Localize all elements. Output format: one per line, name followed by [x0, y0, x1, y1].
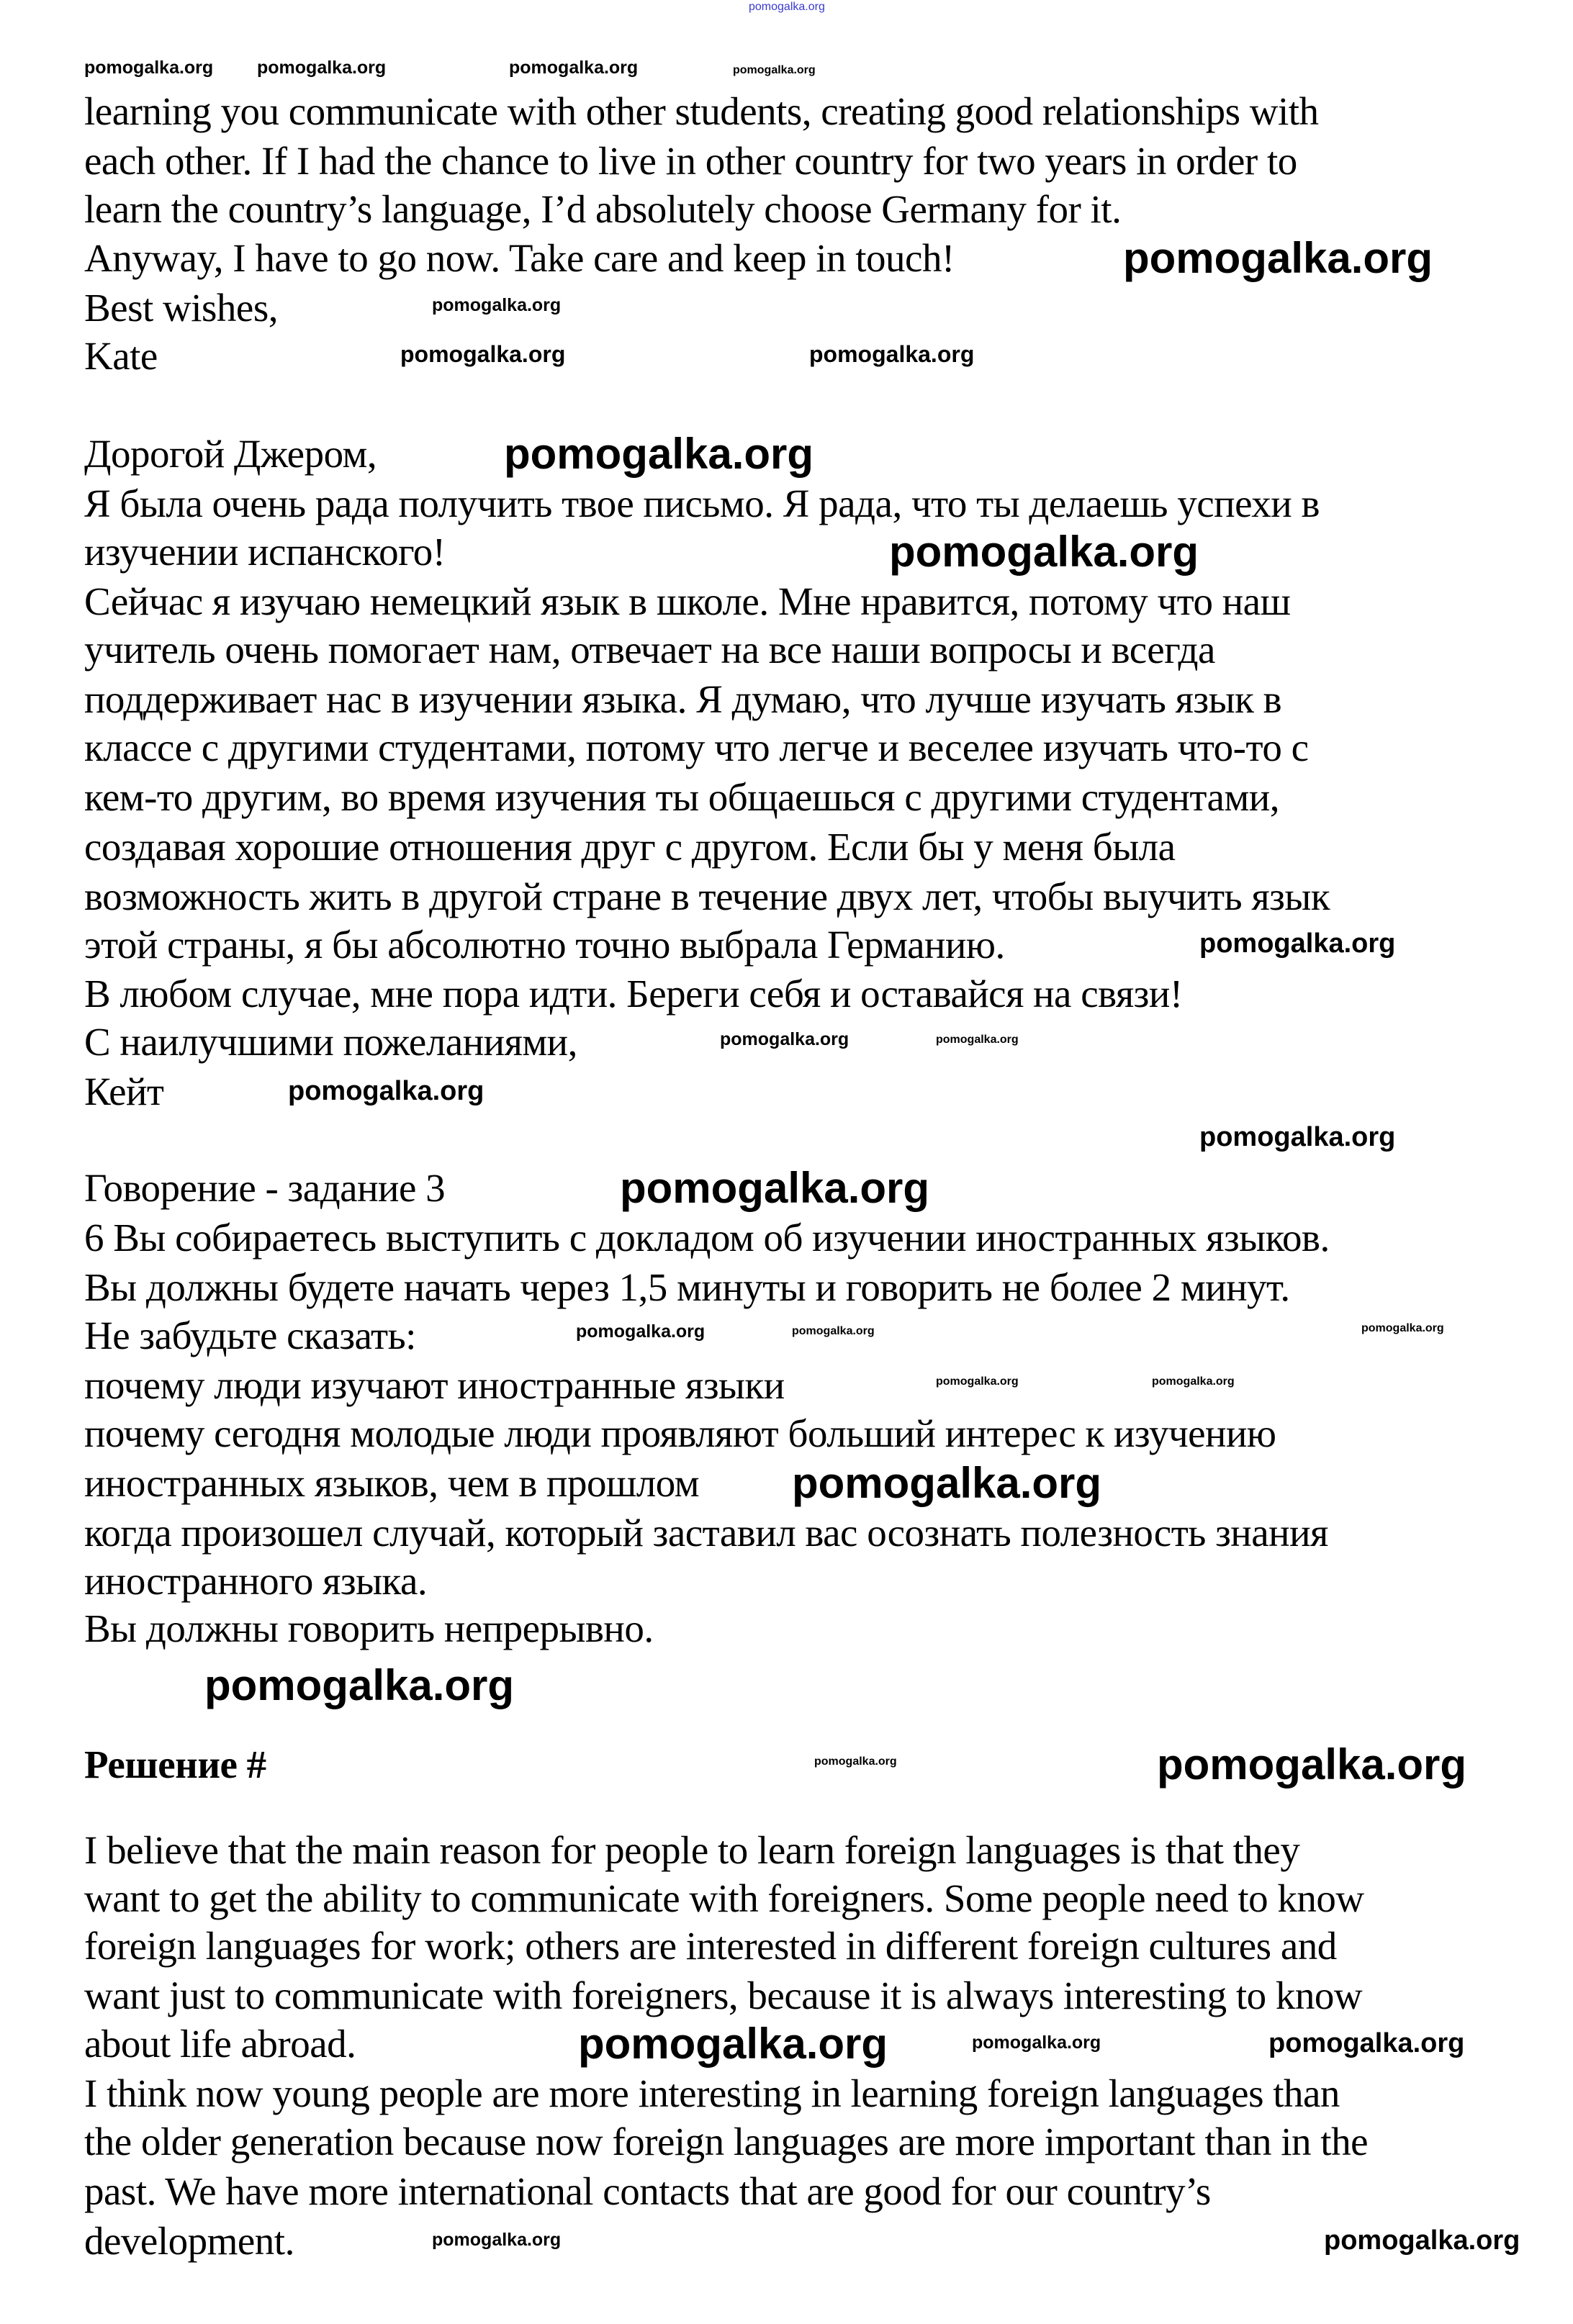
- letter-en-line: learn the country’s language, I’d absolutely choose Germany for it.: [84, 187, 1122, 231]
- solution-line: about life abroad.: [84, 2022, 356, 2066]
- watermark: pomogalka.org: [792, 1325, 875, 1337]
- task-line: 6 Вы собираетесь выступить с докладом об изучении иностранных языков.: [84, 1216, 1330, 1260]
- watermark: pomogalka.org: [733, 64, 816, 76]
- watermark: pomogalka.org: [620, 1164, 930, 1212]
- letter-en-line: each other. If I had the chance to live in other country for two years in order to: [84, 139, 1297, 183]
- watermark: pomogalka.org: [936, 1375, 1019, 1388]
- letter-en-line: Kate: [84, 334, 158, 378]
- watermark: pomogalka.org: [809, 341, 975, 367]
- task-line: Не забудьте сказать:: [84, 1314, 416, 1357]
- letter-en-line: learning you communicate with other students, creating good relationships with: [84, 89, 1319, 133]
- watermark: pomogalka.org: [814, 1755, 897, 1768]
- task-line: иностранного языка.: [84, 1559, 428, 1603]
- letter-ru-line: В любом случае, мне пора идти. Береги себя и оставайся на связи!: [84, 972, 1183, 1016]
- watermark: pomogalka.org: [84, 58, 214, 78]
- watermark: pomogalka.org: [1199, 928, 1396, 959]
- letter-en-line: Best wishes,: [84, 286, 278, 330]
- solution-line: past. We have more international contacts that are good for our country’s: [84, 2169, 1211, 2213]
- watermark: pomogalka.org: [1324, 2225, 1520, 2256]
- watermark: pomogalka.org: [972, 2033, 1101, 2053]
- letter-ru-line: Я была очень рада получить твое письмо. Я рада, что ты делаешь успехи в: [84, 481, 1320, 525]
- watermark: pomogalka.org: [720, 1029, 849, 1049]
- letter-ru-line: кем-то другим, во время изучения ты общаешься с другими студентами,: [84, 775, 1279, 819]
- letter-en-line: Anyway, I have to go now. Take care and keep in touch!: [84, 236, 955, 280]
- letter-ru-line: учитель очень помогает нам, отвечает на все наши вопросы и всегда: [84, 628, 1215, 672]
- solution-line: I think now young people are more interesting in learning foreign languages than: [84, 2071, 1340, 2115]
- letter-ru-line: этой страны, я бы абсолютно точно выбрала Германию.: [84, 923, 1005, 967]
- letter-ru-line: классе с другими студентами, потому что легче и веселее изучать что-то с: [84, 725, 1309, 769]
- solution-heading: Решение #: [84, 1742, 266, 1786]
- watermark: pomogalka.org: [792, 1459, 1102, 1507]
- letter-ru-line: создавая хорошие отношения друг с другом. Если бы у меня была: [84, 825, 1176, 869]
- task-line: когда произошел случай, который заставил вас осознать полезность знания: [84, 1511, 1328, 1555]
- watermark: pomogalka.org: [288, 1076, 484, 1106]
- watermark: pomogalka.org: [936, 1034, 1019, 1046]
- watermark: pomogalka.org: [1361, 1322, 1444, 1334]
- letter-ru-line: Кейт: [84, 1070, 164, 1113]
- solution-line: want just to communicate with foreigners, because it is always interesting to know: [84, 1973, 1363, 2017]
- watermark: pomogalka.org: [432, 2230, 562, 2250]
- letter-ru-line: Дорогой Джером,: [84, 432, 377, 476]
- solution-line: the older generation because now foreign languages are more important than in the: [84, 2120, 1368, 2164]
- letter-ru-line: изучении испанского!: [84, 530, 446, 574]
- watermark: pomogalka.org: [889, 528, 1199, 576]
- task-line: почему люди изучают иностранные языки: [84, 1363, 785, 1407]
- watermark: pomogalka.org: [504, 430, 814, 478]
- solution-line: want to get the ability to communicate with foreigners. Some people need to know: [84, 1876, 1364, 1920]
- watermark: pomogalka.org: [400, 341, 566, 367]
- watermark: pomogalka.org: [432, 295, 562, 315]
- watermark: pomogalka.org: [204, 1661, 515, 1709]
- watermark: pomogalka.org: [509, 58, 639, 78]
- letter-ru-line: возможность жить в другой стране в течение двух лет, чтобы выучить язык: [84, 874, 1330, 918]
- watermark: pomogalka.org: [1157, 1740, 1467, 1789]
- watermark: pomogalka.org: [1123, 234, 1433, 282]
- task-line: почему сегодня молодые люди проявляют больший интерес к изучению: [84, 1411, 1276, 1455]
- watermark: pomogalka.org: [1199, 1122, 1396, 1152]
- watermark: pomogalka.org: [578, 2020, 888, 2068]
- watermark: pomogalka.org: [257, 58, 387, 78]
- task-line: Вы должны будете начать через 1,5 минуты и говорить не более 2 минут.: [84, 1265, 1290, 1309]
- watermark: pomogalka.org: [1152, 1375, 1235, 1388]
- watermark: pomogalka.org: [576, 1321, 706, 1342]
- letter-ru-line: С наилучшими пожеланиями,: [84, 1020, 577, 1064]
- solution-line: I believe that the main reason for people to learn foreign languages is that they: [84, 1828, 1300, 1872]
- task-heading: Говорение - задание 3: [84, 1166, 446, 1210]
- watermark: pomogalka.org: [1268, 2028, 1465, 2058]
- solution-line: foreign languages for work; others are interested in different foreign cultures and: [84, 1924, 1337, 1968]
- solution-line: development.: [84, 2219, 294, 2263]
- letter-ru-line: поддерживает нас в изучении языка. Я думаю, что лучше изучать язык в: [84, 677, 1282, 721]
- watermark: pomogalka.org: [749, 1, 825, 13]
- task-line: Вы должны говорить непрерывно.: [84, 1606, 654, 1650]
- task-line: иностранных языков, чем в прошлом: [84, 1461, 700, 1505]
- letter-ru-line: Сейчас я изучаю немецкий язык в школе. Мне нравится, потому что наш: [84, 579, 1291, 623]
